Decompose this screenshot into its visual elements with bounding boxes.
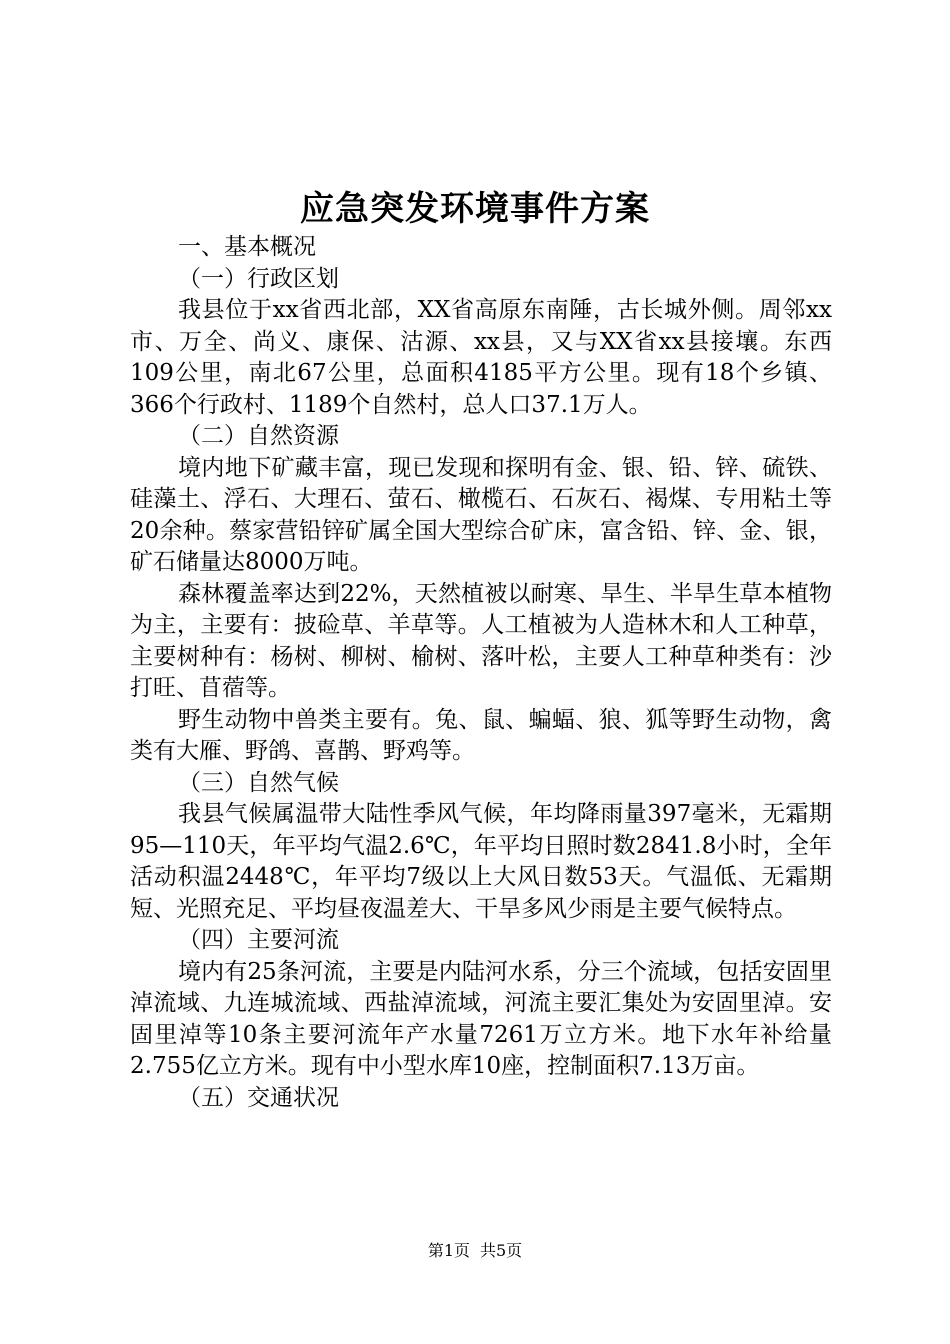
subsection-heading: （五）交通状况	[178, 1084, 339, 1111]
page-footer	[0, 1240, 950, 1262]
page-total: 共5页	[480, 1241, 523, 1260]
document-title: 应急突发环境事件方案	[300, 189, 650, 229]
subsection-heading: （一）行政区划	[178, 265, 339, 292]
subsection-heading: （四）主要河流	[178, 927, 339, 953]
document-body	[130, 232, 832, 1114]
section-heading: 一、基本概况	[178, 234, 316, 260]
subsection-heading: （三）自然气候	[178, 769, 339, 796]
paragraph: 我县位于xx省西北部，XX省高原东南陲，古长城外侧。周邻xx市、万全、尚义、康保、沽源、xx县，又与XX省xx县接壤。东西109公里，南北67公里，总面积4185平方公里。现有18个乡镇、366个行政村、1189个自然村，总人口37.1万人。	[130, 297, 832, 418]
paragraph: 境内地下矿藏丰富，现已发现和探明有金、银、铅、锌、硫铁、硅藻土、浮石、大理石、萤石、橄榄石、石灰石、褐煤、专用粘土等20余种。蔡家营铅锌矿属全国大型综合矿床，富含铅、锌、金、银，矿石储量达8000万吨。	[130, 454, 832, 575]
paragraph: 境内有25条河流，主要是内陆河水系，分三个流域，包括安固里淖流域、九连城流域、西盐淖流域，河流主要汇集处为安固里淖。安固里淖等10条主要河流年产水量7261万立方米。地下水年补给量2.755亿立方米。现有中小型水库10座，控制面积7.13万亩。	[130, 958, 832, 1079]
page-number: 第1页	[427, 1241, 470, 1260]
paragraph: 野生动物中兽类主要有。兔、鼠、蝙蝠、狼、狐等野生动物，禽类有大雁、野鸽、喜鹊、野鸡等。	[130, 706, 832, 764]
paragraph: 我县气候属温带大陆性季风气候，年均降雨量397毫米，无霜期95—110天，年平均气温2.6℃，年平均日照时数2841.8小时，全年活动积温2448℃，年平均7级以上大风日数53天。气温低、无霜期短、光照充足、平均昼夜温差大、干旱多风少雨是主要气候特点。	[130, 801, 832, 922]
subsection-heading: （二）自然资源	[178, 423, 339, 449]
paragraph: 森林覆盖率达到22%，天然植被以耐寒、旱生、半旱生草本植物为主，主要有：披硷草、羊草等。人工植被为人造林木和人工种草，主要树种有：杨树、柳树、榆树、落叶松，主要人工种草种类有：沙打旺、苜蓿等。	[130, 580, 832, 701]
